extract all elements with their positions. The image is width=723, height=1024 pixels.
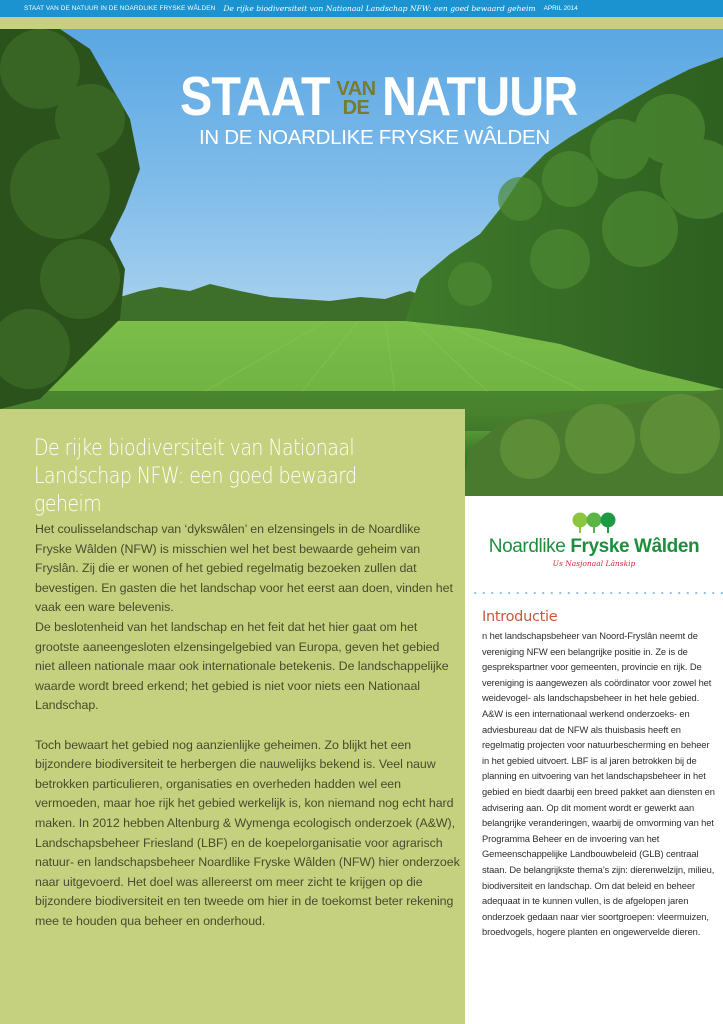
article-paragraph-2: De beslotenheid van het landschap en het feit dat het hier gaat om het grootste aaneengesloten elzensingelgebied van Europa, geven het gebied niet alleen nationale maar ook internationale betekenis. De landschappelijke waarde wordt breed erkend; het gebied is niet voor niets een Nationaal Landschap. xyxy=(35,619,449,713)
logo-tagline: Us Nasjonaal Lânskip xyxy=(552,559,636,568)
masthead-word-natuur: NATUUR xyxy=(382,65,578,127)
issue-date: APRIL 2014 xyxy=(543,5,578,12)
masthead-word-van: VAN xyxy=(336,78,376,100)
intro-text: n het landschapsbeheer van Noord-Fryslân neemt de vereniging NFW een belangrijke positie in. Ze is de gesprekspartner voor gemeenten, provincie en rijk. De vereniging is aangewezen als coördinator voor zowel het weidevogel- als landschapsbeheer in het hele gebied. A&W is een internationaal werkend onderzoeks- en adviesbureau dat de NFW als thuisbasis heeft en regelmatig projecten voor natuurbescherming en beheer in het gebied uitvoert. LBF is al jaren betrokken bij de planning en uitvoering van het landschapsbeheer in het gebied en biedt daarbij een breed pakket aan diensten en advisering aan. Op dit moment wordt er gewerkt aan belangrijke veranderingen, waarbij de omvorming van het Programma Beheer en de invoering van het Gemeenschappelijke Landbouwbeleid (GLB) centraal staan. De belangrijkste thema’s zijn: dierenwelzijn, milieu, biodiversiteit en landschap. Om dat beleid en beheer adequaat in te kunnen vullen, is de afgelopen jaren onderzoek gedaan naar vier soortgroepen: vleermuizen, broedvogels, hogere planten en ongewervelde dieren. xyxy=(482,631,715,938)
article-body xyxy=(35,520,460,931)
article-panel xyxy=(0,409,465,1024)
headline-line-2: Landschap NFW: een goed bewaard geheim xyxy=(34,464,357,517)
masthead xyxy=(180,65,650,150)
intro-heading: Introductie xyxy=(482,609,558,625)
masthead-subtitle: IN DE NOARDLIKE FRYSKE WÂLDEN xyxy=(199,126,550,149)
masthead-word-staat: STAAT xyxy=(180,65,330,127)
headline-line-1: De rijke biodiversiteit van Nationaal xyxy=(34,436,355,461)
logo-name-regular: Noardlike xyxy=(488,536,571,557)
running-header xyxy=(0,0,723,17)
series-label: STAAT VAN DE NATUUR IN DE NOARDLIKE FRYSKE WÂLDEN xyxy=(24,5,216,12)
issue-title: De rijke biodiversiteit van Nationaal Landschap NFW: een goed bewaard geheim xyxy=(223,4,536,13)
sidebar xyxy=(465,496,723,1024)
logo-name-bold: Fryske Wâlden xyxy=(570,536,700,557)
nfw-logo xyxy=(465,512,723,568)
trees-logo-icon xyxy=(571,512,617,534)
masthead-title xyxy=(180,65,650,127)
masthead-word-de: DE xyxy=(342,97,370,119)
masthead-van-de xyxy=(332,80,380,118)
article-paragraph-3: Toch bewaart het gebied nog aanzienlijke geheimen. Zo blijkt het een bijzondere biodiversiteit te herbergen die nauwelijks bekend is. Veel nauw betrokken particulieren, organisaties en overheden hadden wel een vermoeden, maar hoe rijk het gebied werkelijk is, kon niemand nog echt hard maken. In 2012 hebben Altenburg & Wymenga ecologisch onderzoek (A&W), Landschapsbeheer Friesland (LBF) en de koepelorganisatie voor agrarisch natuur- en landschapsbeheer Noardlike Fryske Wâlden (NFW) hier onderzoek naar uitgevoerd. Het doel was allereerst om meer zicht te krijgen op die bijzondere biodiversiteit en ten tweede om hier in de toekomst beter rekening mee te houden qua beheer en onderhoud. xyxy=(35,737,460,928)
article-headline xyxy=(34,435,395,519)
logo-name xyxy=(465,536,723,558)
dotted-divider xyxy=(471,592,723,594)
header-accent-strip xyxy=(0,17,723,29)
article-paragraph-1: Het coulisselandschap van ‘dykswâlen’ en elzensingels in de Noardlike Fryske Wâlden (NFW) is misschien wel het best bewaarde geheim van Fryslân. Zij die er wonen of het gebied regelmatig bezoeken zullen dat bevestigen. En gasten die het landschap voor het eerst aan doen, vinden het vaak een ware belevenis. xyxy=(35,522,453,615)
